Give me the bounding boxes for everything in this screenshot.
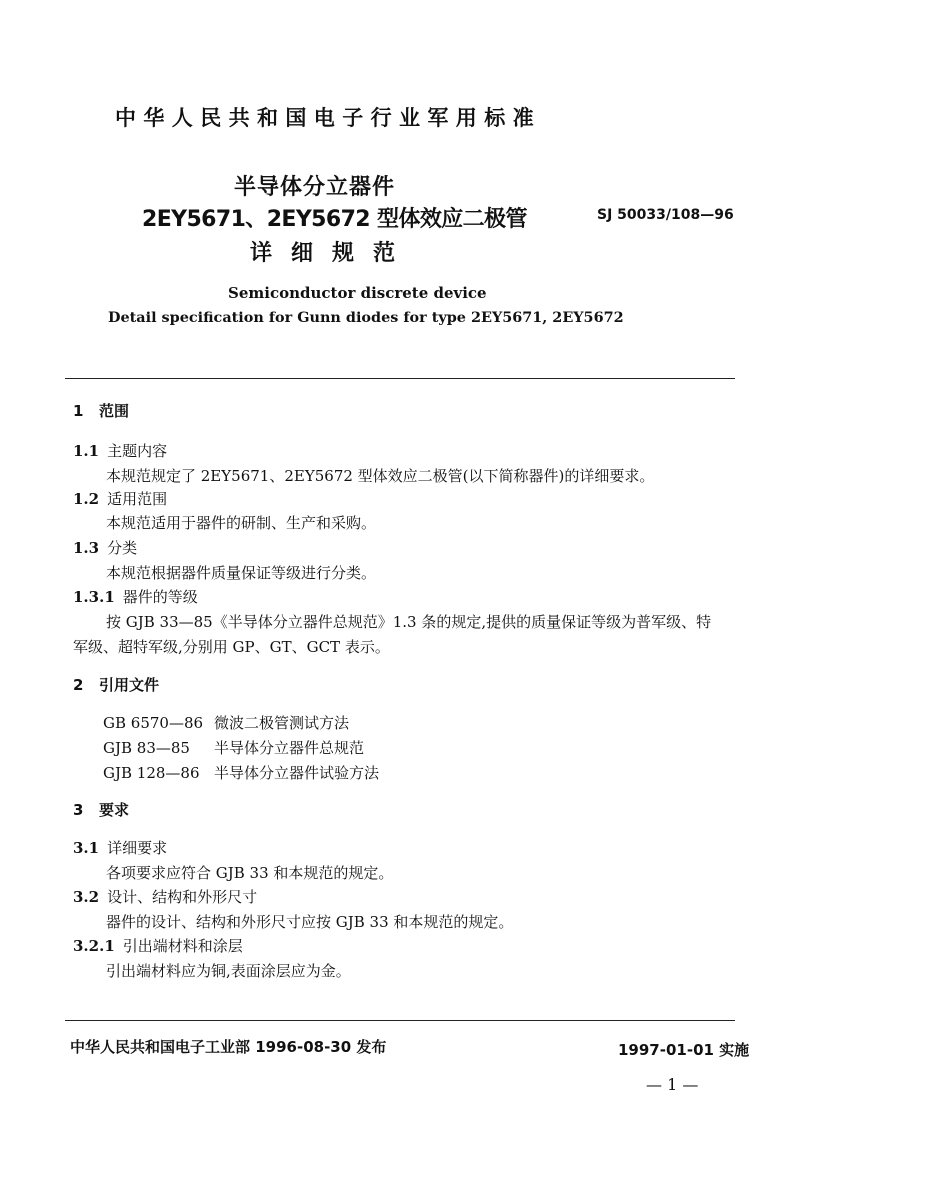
section-title: 分类 [107,539,138,557]
section-number: 2 [73,676,84,694]
document-title-line-1: 半导体分立器件 [234,175,396,200]
section-1-1-heading [73,440,167,461]
section-title: 详细要求 [107,839,168,857]
section-title: 引用文件 [99,676,160,694]
section-number: 3.2.1 [73,937,115,955]
section-number: 1.1 [73,442,100,460]
document-title-line-3: 详细规范 [250,241,415,266]
reference-code: GJB 128—86 [103,764,200,782]
section-3-2-heading [73,886,257,907]
reference-row [103,737,364,758]
section-title: 要求 [99,801,130,819]
section-1-3-1-text-line-1: 按 GJB 33—85《半导体分立器件总规范》1.3 条的规定,提供的质量保证等级为普军级、特 [106,613,712,631]
section-number: 1 [73,402,84,420]
footer-divider [65,1020,735,1021]
section-title: 范围 [99,402,130,420]
page-number: — 1 — [646,1075,699,1094]
section-1-1-text: 本规范规定了 2EY5671、2EY5672 型体效应二极管(以下简称器件)的详细要求。 [106,467,655,485]
reference-name: 微波二极管测试方法 [214,714,350,732]
reference-row [103,762,379,783]
section-title: 引出端材料和涂层 [122,937,243,955]
section-number: 1.3.1 [73,588,115,606]
reference-code: GB 6570—86 [103,714,204,732]
reference-code: GJB 83—85 [103,739,190,757]
english-title-line-2: Detail specification for Gunn diodes for type 2EY5671, 2EY5672 [108,309,624,326]
section-number: 3.2 [73,888,100,906]
section-number: 1.2 [73,490,100,508]
section-1-3-1-heading [73,586,198,607]
reference-name: 半导体分立器件试验方法 [214,764,380,782]
section-3-2-text: 器件的设计、结构和外形尺寸应按 GJB 33 和本规范的规定。 [106,913,514,931]
implementation-date: 1997-01-01 实施 [618,1041,750,1059]
section-3-2-1-heading [73,935,243,956]
section-1-2-heading [73,488,167,509]
section-1-3-text: 本规范根据器件质量保证等级进行分类。 [106,564,377,582]
section-1-2-text: 本规范适用于器件的研制、生产和采购。 [106,514,377,532]
issuance-date: 中华人民共和国电子工业部 1996-08-30 发布 [70,1038,387,1056]
section-2-heading [73,674,159,695]
section-3-1-heading [73,837,167,858]
section-title: 主题内容 [107,442,168,460]
reference-row [103,712,349,733]
section-1-3-heading [73,537,137,558]
section-title: 设计、结构和外形尺寸 [107,888,258,906]
reference-name: 半导体分立器件总规范 [214,739,365,757]
issuing-body-header: 中华人民共和国电子行业军用标准 [115,106,541,130]
section-3-2-1-text: 引出端材料应为铜,表面涂层应为金。 [106,962,351,980]
standard-number: SJ 50033/108—96 [597,207,734,223]
section-number: 1.3 [73,539,100,557]
section-3-1-text: 各项要求应符合 GJB 33 和本规范的规定。 [106,864,394,882]
section-3-heading [73,799,129,820]
section-title: 器件的等级 [122,588,198,606]
section-number: 3 [73,801,84,819]
section-1-heading [73,400,129,421]
section-title: 适用范围 [107,490,168,508]
header-divider [65,378,735,379]
english-title-line-1: Semiconductor discrete device [228,284,487,302]
document-title-line-2: 2EY5671、2EY5672 型体效应二极管 [142,207,527,232]
section-number: 3.1 [73,839,100,857]
section-1-3-1-text-line-2: 军级、超特军级,分别用 GP、GT、GCT 表示。 [73,638,390,656]
